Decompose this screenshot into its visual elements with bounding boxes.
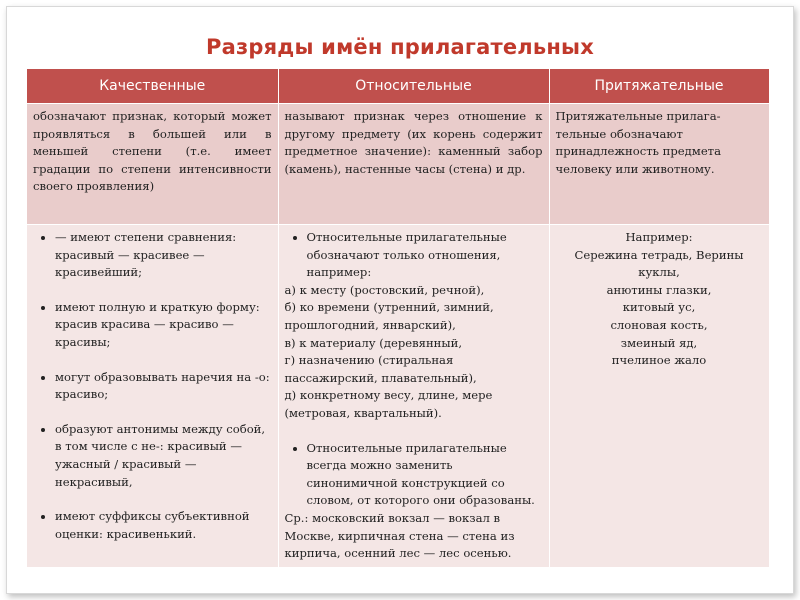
definition-qualitative: обозначают признак, который может проявляться в большей или в меньшей степени (т.е. имеет градации по степени интенсивности своего проявления): [27, 104, 278, 225]
possessive-example: слоновая кость,: [610, 317, 708, 332]
relative-list-item: а) к месту (ростовский, речной),: [284, 282, 485, 297]
relative-bullet-1: [285, 229, 543, 282]
relative-list-item: б) ко времени (утренний, зимний, прошлогодний, январский),: [284, 300, 494, 332]
possessive-example: пчелиное жало: [611, 353, 707, 368]
definition-possessive: Притяжательные прилага-тельные обозначают принадлежность предмета человеку или животному.: [549, 104, 769, 225]
possessive-example: анютины глазки,: [606, 282, 712, 297]
qualitative-features-list: [33, 229, 272, 543]
definitions-row: [27, 104, 769, 225]
list-item: • образуют антонимы между собой, в том числе с не-: красивый — ужасный / красивый — некрасивый,: [55, 421, 272, 491]
list-item: • могут образовывать наречия на -о: красиво;: [55, 369, 272, 404]
adjective-categories-table: [27, 69, 770, 567]
header-qualitative: Качественные: [27, 69, 278, 104]
possessive-examples-cell: [549, 225, 769, 567]
relative-comparison: Ср.: московский вокзал — вокзал в Москве, кирпичная стена — стена из кирпича, осенний лес — лес осенью.: [284, 510, 515, 561]
list-item: • имеют полную и краткую форму: красив красива — красиво — красивы;: [55, 299, 272, 352]
header-possessive: Притяжательные: [549, 69, 769, 104]
definition-relative: называют признак через отношение к другому предмету (их корень содержит предметное значение): каменный забор (камень), настенные часы (стена) и др.: [278, 104, 549, 225]
relative-features-cell: [278, 225, 549, 567]
relative-list-item: д) конкретному весу, длине, мере (метровая, квартальный).: [284, 388, 493, 420]
header-relative: Относительные: [278, 69, 549, 104]
possessive-example: змеиный яд,: [620, 335, 698, 350]
possessive-example: Сережина тетрадь, Верины куклы,: [574, 247, 744, 280]
relative-list-item: г) назначению (стиральная пассажирский, плавательный),: [284, 353, 477, 385]
list-item: • имеют суффиксы субъективной оценки: красивенький.: [55, 508, 272, 543]
list-item: • Относительные прилагательные всегда можно заменить синонимичной конструкцией со словом, от которого они образованы.: [307, 440, 543, 510]
features-row: [27, 225, 769, 567]
possessive-example: китовый ус,: [622, 300, 696, 315]
table-header-row: [27, 69, 769, 104]
relative-bullet-2: [285, 440, 543, 510]
slide: [6, 6, 794, 594]
possessive-intro: Например:: [625, 230, 693, 244]
page-title: Разряды имён прилагательных: [206, 35, 594, 59]
list-item: • Относительные прилагательные обозначают только отношения, например:: [307, 229, 543, 282]
qualitative-features-cell: [27, 225, 278, 567]
list-item: • — имеют степени сравнения: красивый — красивее — красивейший;: [55, 229, 272, 282]
relative-list-item: в) к материалу (деревянный,: [284, 335, 463, 350]
